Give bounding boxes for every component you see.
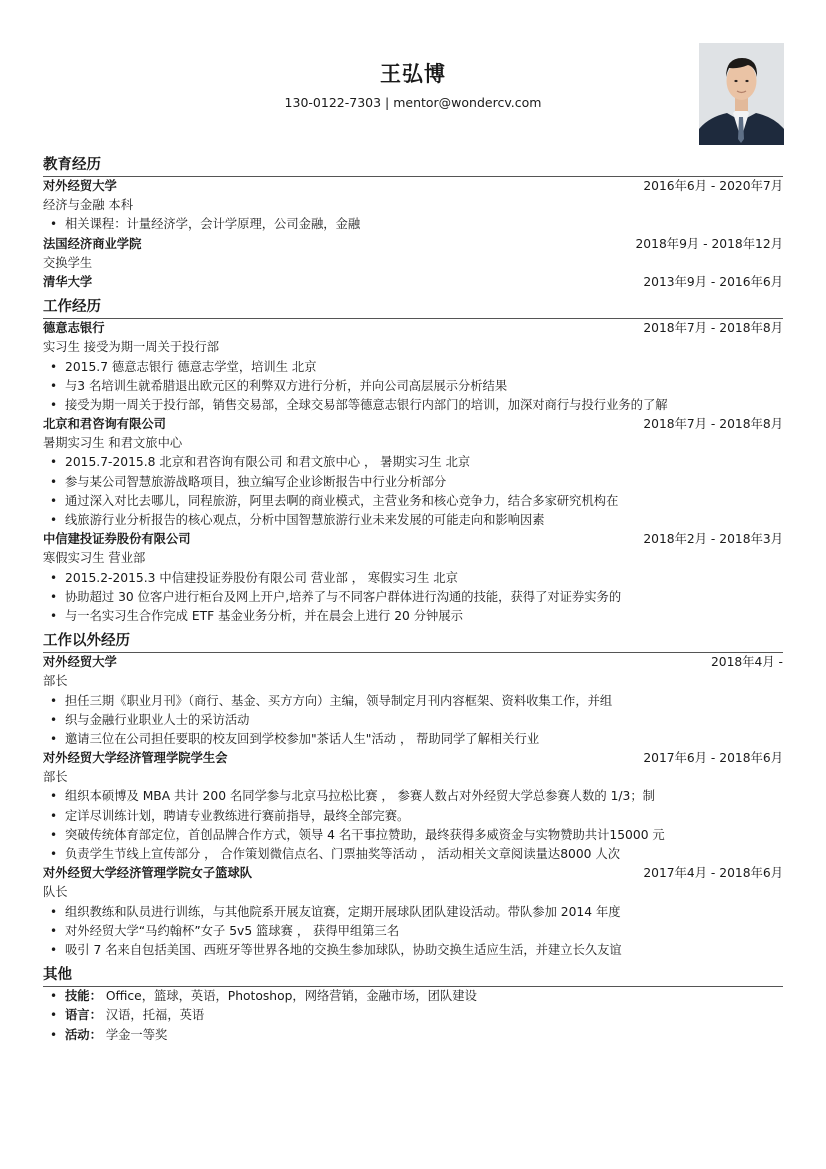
role-line: 经济与金融 本科	[43, 198, 133, 213]
item-value: 汉语，托福，英语	[105, 1008, 205, 1023]
date-range: 2016年6月 - 2020年7月	[643, 179, 783, 193]
resume-body	[43, 150, 783, 1045]
role-line: 交换学生	[43, 255, 93, 270]
date-range: 2017年4月 - 2018年6月	[643, 866, 783, 881]
bullet-item: • 线旅游行业分析报告的核心观点，分析中国智慧旅游行业未来发展的可能走向和影响因素	[43, 511, 783, 530]
work-entry	[43, 530, 783, 626]
org-name: 中信建投证券股份有限公司	[43, 532, 191, 547]
date-range: 2018年9月 - 2018年12月	[635, 236, 783, 251]
languages-item	[43, 1006, 783, 1025]
org-name: 对外经贸大学经济管理学院女子篮球队	[43, 866, 253, 881]
bullet-item: • 与3 名培训生就希腊退出欧元区的利弊双方进行分析，并向公司高层展示分析结果	[43, 377, 783, 396]
extra-entry	[43, 653, 783, 749]
other-list	[43, 987, 783, 1045]
work-entry	[43, 319, 783, 415]
org-name: 清华大学	[43, 274, 93, 289]
candidate-name: 王弘博	[380, 62, 446, 86]
bullet-item: • 2015.7 德意志银行 德意志学堂，培训生 北京	[43, 358, 783, 377]
bullet-item: • 组织本硕博及 MBA 共计 200 名同学参与北京马拉松比赛 ， 参赛人数占对外经贸大学总参赛人数的 1/3；制	[43, 787, 783, 806]
other-heading: 其他	[43, 966, 783, 987]
work-entry	[43, 415, 783, 530]
bullet-item: • 定详尽训练计划，聘请专业教练进行赛前指导，最终全部完赛。	[43, 807, 783, 826]
bullet-item: • 2015.7-2015.8 北京和君咨询有限公司 和君文旅中心 ， 暑期实习生 北京	[43, 453, 783, 472]
org-name: 法国经济商业学院	[43, 236, 142, 251]
bullet-item: • 突破传统体育部定位，首创品牌合作方式，领导 4 名干事拉赞助，最终获得多威资金与实物赞助共计15000 元	[43, 826, 783, 845]
role-line: 部长	[43, 770, 68, 785]
date-range: 2018年7月 - 2018年8月	[643, 321, 783, 336]
org-name: 北京和君咨询有限公司	[43, 417, 166, 432]
item-key: 活动：	[65, 1027, 102, 1042]
item-key: 语言：	[65, 1008, 102, 1023]
role-line: 部长	[43, 674, 68, 689]
role-line: 队长	[43, 885, 68, 900]
date-range: 2018年2月 - 2018年3月	[643, 532, 783, 547]
org-name: 德意志银行	[43, 321, 105, 336]
bullet-item: • 负责学生节线上宣传部分 ， 合作策划微信点名、门票抽奖等活动 ， 活动相关文章阅读量达8000 人次	[43, 845, 783, 864]
extra-entry	[43, 864, 783, 960]
education-entry	[43, 273, 783, 292]
bullet-item: • 协助超过 30 位客户进行柜台及网上开户,培养了与不同客户群体进行沟通的技能，获得了对证券实务的	[43, 588, 783, 607]
role-line: 寒假实习生 营业部	[43, 551, 146, 566]
item-value: 学金一等奖	[105, 1027, 168, 1042]
org-name: 对外经贸大学	[43, 179, 117, 193]
portrait-image	[699, 43, 784, 145]
bullet-item: • 织与金融行业职业人士的采访活动	[43, 711, 783, 730]
date-range: 2018年4月 -	[710, 655, 783, 670]
role-line: 暑期实习生 和君文旅中心	[43, 436, 183, 451]
date-range: 2018年7月 - 2018年8月	[643, 417, 783, 432]
bullet-item: • 邀请三位在公司担任要职的校友回到学校参加"茶话人生"活动 ， 帮助同学了解相关行业	[43, 730, 783, 749]
org-name: 对外经贸大学经济管理学院学生会	[43, 751, 228, 766]
bullet-item: • 通过深入对比去哪儿，同程旅游，阿里去啊的商业模式，主营业务和核心竞争力，结合多家研究机构在	[43, 492, 783, 511]
bullet-item: • 对外经贸大学“马约翰杯”女子 5v5 篮球赛 ， 获得甲组第三名	[43, 922, 783, 941]
item-key: 技能：	[65, 989, 102, 1004]
extra-entry	[43, 749, 783, 864]
org-name: 对外经贸大学	[43, 655, 117, 670]
extra-heading: 工作以外经历	[43, 632, 783, 653]
role-line: 实习生 接受为期一周关于投行部	[43, 340, 220, 355]
bullet-item: • 接受为期一周关于投行部，销售交易部，全球交易部等德意志银行内部门的培训，加深对商行与投行业务的了解	[43, 396, 783, 415]
education-entry	[43, 177, 783, 235]
bullet-item: • 2015.2-2015.3 中信建投证券股份有限公司 营业部 ， 寒假实习生 北京	[43, 569, 783, 588]
skills-item	[43, 987, 783, 1006]
work-heading: 工作经历	[43, 298, 783, 319]
date-range: 2017年6月 - 2018年6月	[643, 751, 783, 766]
date-range: 2013年9月 - 2016年6月	[643, 274, 783, 289]
bullet-item: • 担任三期《职业月刊》（商行、基金、买方方向）主编，领导制定月刊内容框架、资料收集工作，并组	[43, 692, 783, 711]
item-value: Office，篮球，英语，Photoshop，网络营销，金融市场，团队建设	[105, 989, 477, 1004]
activities-item	[43, 1026, 783, 1045]
education-heading: 教育经历	[43, 156, 783, 177]
bullet-item: • 与一名实习生合作完成 ETF 基金业务分析，并在晨会上进行 20 分钟展示	[43, 607, 783, 626]
profile-photo	[699, 43, 784, 145]
contact-info: 130-0122-7303 | mentor@wondercv.com	[284, 95, 542, 110]
education-entry	[43, 235, 783, 273]
bullet-item: • 吸引 7 名来自包括美国、西班牙等世界各地的交换生参加球队，协助交换生适应生活，并建立长久友谊	[43, 941, 783, 960]
bullet-item: • 相关课程：计量经济学，会计学原理，公司金融，金融	[43, 215, 783, 234]
bullet-item: • 组织教练和队员进行训练，与其他院系开展友谊赛，定期开展球队团队建设活动。带队参加 2014 年度	[43, 903, 783, 922]
bullet-item: • 参与某公司智慧旅游战略项目，独立编写企业诊断报告中行业分析部分	[43, 473, 783, 492]
